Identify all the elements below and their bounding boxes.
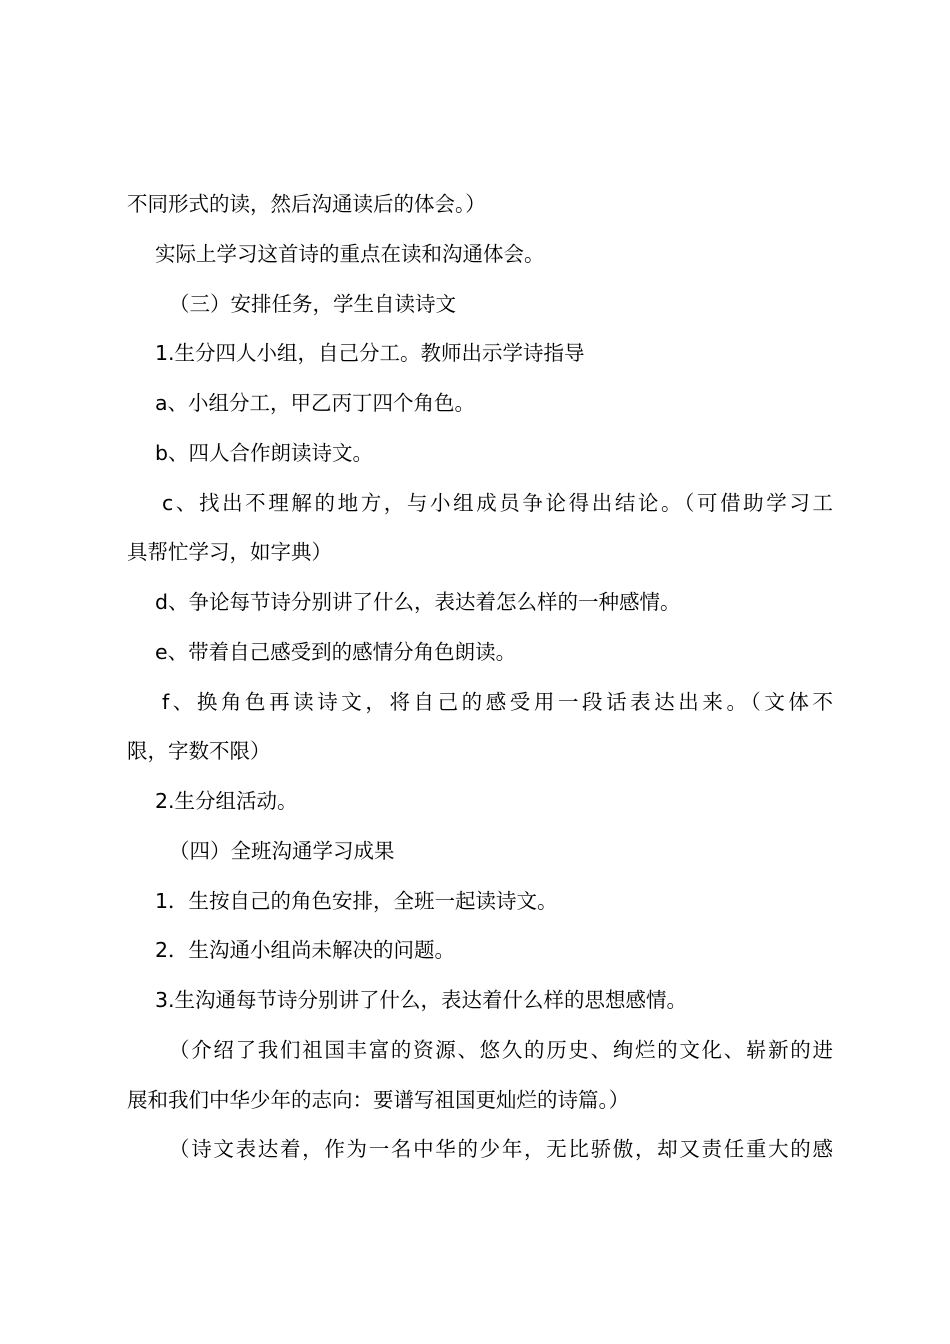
list-item: 2．生沟通小组尚未解决的问题。: [155, 938, 456, 963]
list-item: 1.生分四人小组，自己分工。教师出示学诗指导: [155, 341, 585, 366]
list-item: e、带着自己感受到的感情分角色朗读。: [155, 639, 517, 664]
paragraph-line: （诗文表达着，作为一名中华的少年，无比骄傲，却又责任重大的感: [169, 1137, 833, 1162]
list-item: 2.生分组活动。: [155, 789, 298, 813]
section-heading: （三）安排任务，学生自读诗文: [169, 291, 456, 316]
text-line: 具帮忙学习，如字典）: [127, 540, 332, 565]
document-body: [127, 180, 833, 1175]
list-item: b、四人合作朗读诗文。: [155, 440, 374, 465]
list-item: a、小组分工，甲乙丙丁四个角色。: [155, 391, 476, 415]
list-item: c、找出不理解的地方，与小组成员争论得出结论。（可借助学习工: [162, 490, 833, 515]
paragraph-line: （介绍了我们祖国丰富的资源、悠久的历史、绚烂的文化、崭新的进: [169, 1037, 833, 1062]
text-line: 限，字数不限）: [127, 739, 271, 764]
text-line: 不同形式的读，然后沟通读后的体会。）: [127, 192, 486, 216]
list-item: 1．生按自己的角色安排，全班一起读诗文。: [155, 888, 558, 913]
text-line: 展和我们中华少年的志向：要谱写祖国更灿烂的诗篇。）: [127, 1087, 630, 1112]
list-item: d、争论每节诗分别讲了什么，表达着怎么样的一种感情。: [155, 590, 681, 614]
list-item: f、换角色再读诗文，将自己的感受用一段话表达出来。（文体不: [162, 689, 833, 714]
section-heading: （四）全班沟通学习成果: [169, 838, 395, 863]
list-item: 3.生沟通每节诗分别讲了什么，表达着什么样的思想感情。: [155, 988, 688, 1012]
text-line: 实际上学习这首诗的重点在读和沟通体会。: [155, 241, 545, 266]
